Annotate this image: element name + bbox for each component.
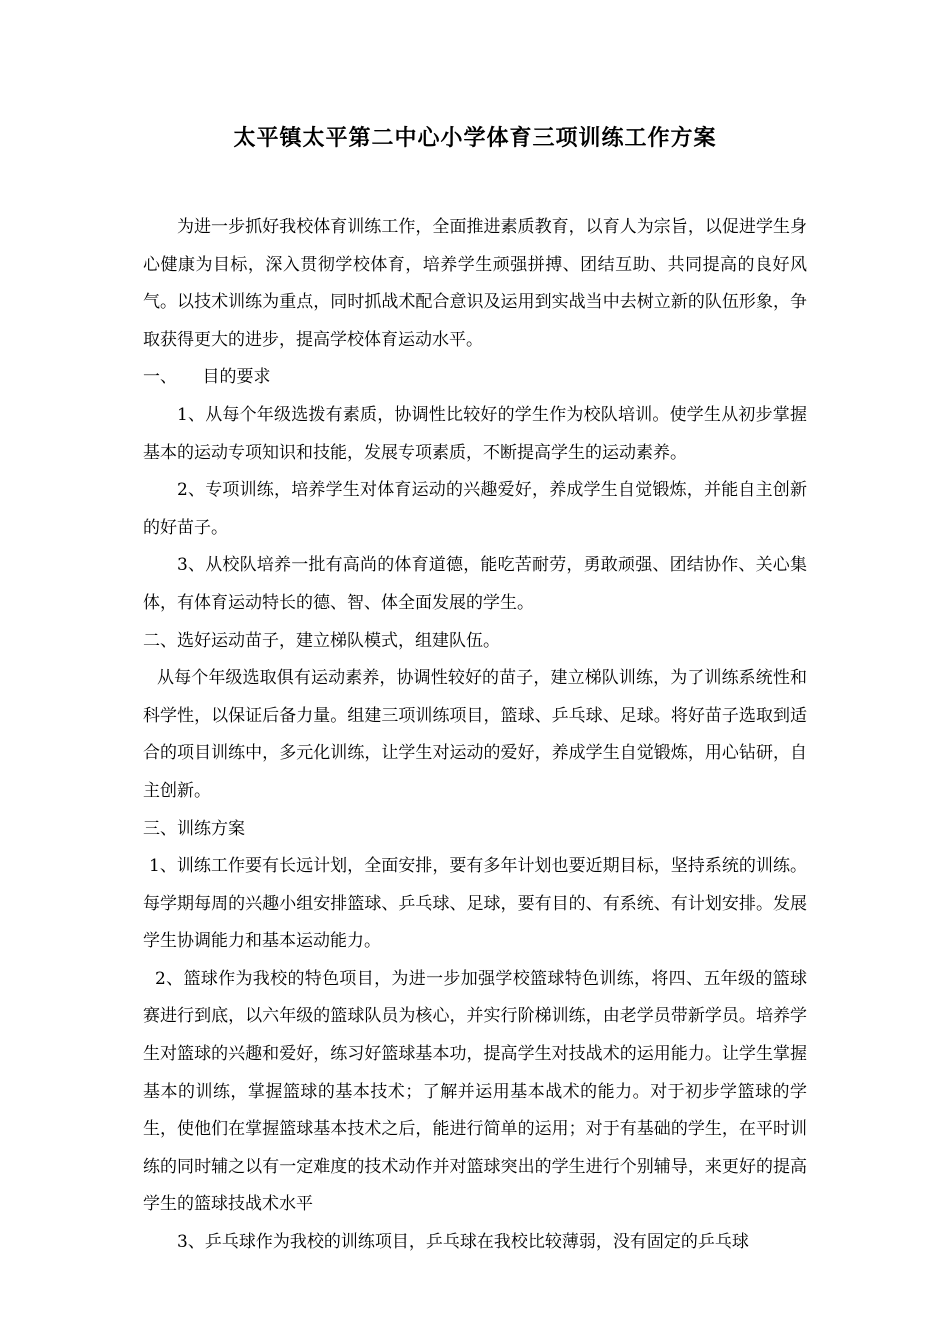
document-body	[143, 209, 807, 1262]
section-2-body: 从每个年级选取俱有运动素养，协调性较好的苗子，建立梯队训练，为了训练系统性和科学性，以保证后备力量。组建三项训练项目，篮球、乒乓球、足球。将好苗子选取到适合的项目训练中，多元化训练，让学生对运动的爱好，养成学生自觉锻炼，用心钻研，自主创新。	[143, 668, 807, 801]
document-title: 太平镇太平第二中心小学体育三项训练工作方案	[233, 125, 717, 151]
section-3-item-2: 2、篮球作为我校的特色项目，为进一步加强学校篮球特色训练，将四、五年级的篮球赛进行到底，以六年级的篮球队员为核心，并实行阶梯训练，由老学员带新学员。培养学生对篮球的兴趣和爱好，练习好篮球基本功，提高学生对技战术的运用能力。让学生掌握基本的训练，掌握篮球的基本技术；了解并运用基本战术的能力。对于初步学篮球的学生，使他们在掌握篮球基本技术之后，能进行简单的运用；对于有基础的学生，在平时训练的同时辅之以有一定难度的技术动作并对篮球突出的学生进行个别辅导，来更好的提高学生的篮球技战术水平	[143, 968, 807, 1215]
section-1-item-3: 3、从校队培养一批有高尚的体育道德，能吃苦耐劳，勇敢顽强、团结协作、关心集体，有体育运动特长的德、智、体全面发展的学生。	[143, 555, 807, 613]
section-3-item-3: 3、乒乓球作为我校的训练项目，乒乓球在我校比较薄弱，没有固定的乒乓球	[177, 1232, 749, 1253]
section-3-item-1: 1、训练工作要有长远计划，全面安排，要有多年计划也要近期目标，坚持系统的训练。每学期每周的兴趣小组安排篮球、乒乓球、足球，要有目的、有系统、有计划安排。发展学生协调能力和基本运动能力。	[143, 856, 807, 952]
section-1-heading: 一、 目的要求	[143, 367, 271, 388]
section-2-heading: 二、选好运动苗子，建立梯队模式，组建队伍。	[143, 630, 500, 651]
section-1-item-1: 1、从每个年级选拨有素质，协调性比较好的学生作为校队培训。使学生从初步掌握基本的运动专项知识和技能，发展专项素质，不断提高学生的运动素养。	[143, 404, 807, 463]
section-3-heading: 三、训练方案	[143, 818, 245, 839]
intro-paragraph: 为进一步抓好我校体育训练工作，全面推进素质教育，以育人为宗旨，以促进学生身心健康为目标，深入贯彻学校体育，培养学生顽强拼搏、团结互助、共同提高的良好风气。以技术训练为重点，同时抓战术配合意识及运用到实战当中去树立新的队伍形象，争取获得更大的进步，提高学校体育运动水平。	[143, 217, 807, 350]
section-1-item-2: 2、专项训练，培养学生对体育运动的兴趣爱好，养成学生自觉锻炼，并能自主创新的好苗子。	[143, 480, 807, 538]
